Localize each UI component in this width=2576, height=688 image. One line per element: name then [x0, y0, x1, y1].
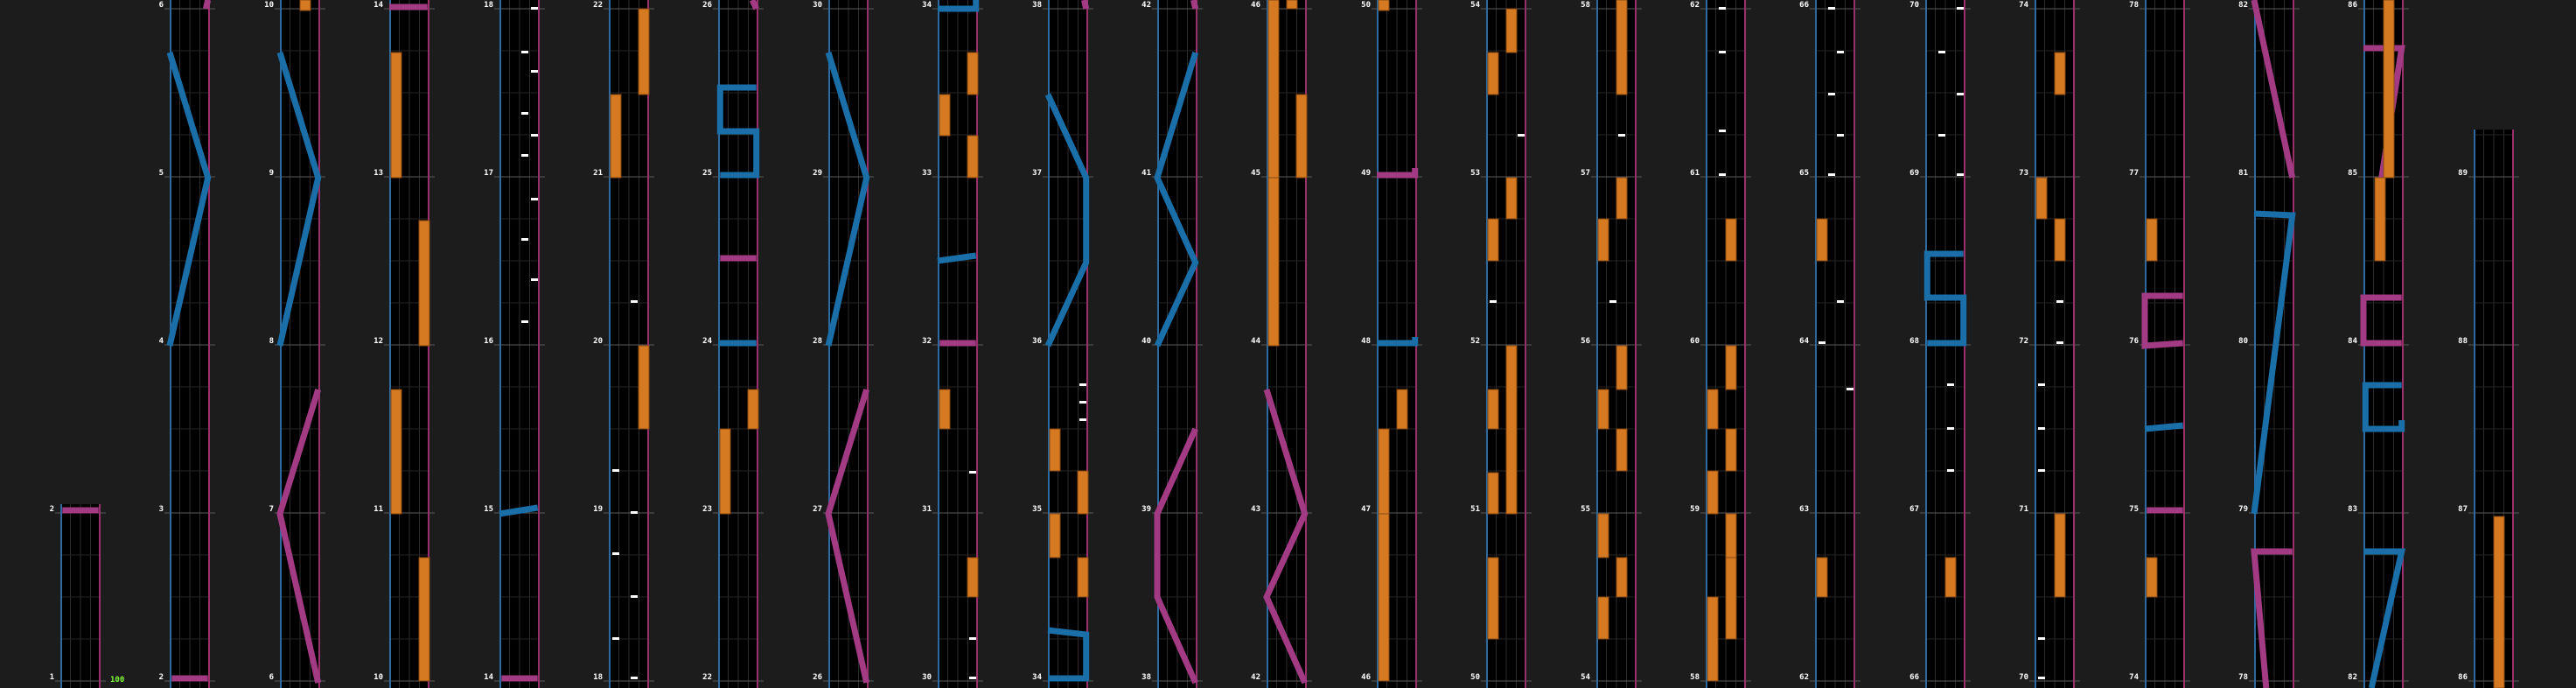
measure-number: 68	[1909, 337, 1919, 346]
hold-note	[2055, 219, 2065, 261]
hold-note	[1707, 471, 1718, 514]
measure-number: 6	[269, 673, 274, 682]
tap-note	[1719, 173, 1726, 176]
laser-path	[2145, 425, 2183, 429]
measure-number: 37	[1032, 169, 1042, 178]
tap-note	[521, 320, 528, 323]
tap-note	[521, 238, 528, 241]
tap-note	[969, 471, 976, 474]
tap-note	[1828, 93, 1835, 95]
tap-note	[521, 112, 528, 115]
measure-number: 69	[1909, 169, 1919, 178]
tap-note	[1518, 134, 1525, 137]
measure-number: 80	[2238, 337, 2248, 346]
measure-number: 38	[1032, 1, 1042, 10]
laser-path	[1084, 0, 1086, 9]
measure-number: 71	[2019, 505, 2028, 514]
hold-note	[1817, 219, 1827, 261]
measure-number: 62	[1690, 1, 1700, 10]
measure-number: 6	[158, 1, 164, 10]
lane-column	[494, 0, 545, 688]
hold-note	[2375, 178, 2385, 261]
measure-number: 86	[2348, 1, 2357, 10]
tap-note	[631, 511, 638, 514]
measure-number: 42	[1141, 1, 1151, 10]
measure-number: 9	[269, 169, 274, 178]
hold-note	[967, 53, 978, 95]
measure-number: 61	[1690, 169, 1700, 178]
tap-note	[1819, 341, 1826, 344]
measure-number: 47	[1361, 505, 1371, 514]
tap-note	[969, 637, 976, 640]
measure-number: 10	[264, 1, 274, 10]
measure-number: 39	[1141, 505, 1151, 514]
measure-number: 36	[1032, 337, 1042, 346]
measure-number: 22	[593, 1, 603, 10]
laser-path	[206, 0, 207, 9]
hold-note	[1598, 597, 1609, 639]
measure-number: 7	[269, 505, 274, 514]
measure-number: 50	[1361, 1, 1371, 10]
tap-note	[531, 278, 538, 281]
measure-number: 55	[1581, 505, 1590, 514]
measure-number: 31	[922, 505, 932, 514]
hold-note	[1616, 346, 1627, 390]
hold-note	[1488, 473, 1498, 514]
measure-number: 50	[1470, 673, 1480, 682]
measure-number: 22	[702, 673, 712, 682]
hold-note	[748, 390, 758, 429]
measure-number: 18	[484, 1, 493, 10]
hold-note	[1506, 178, 1517, 219]
measure-number: 29	[813, 169, 822, 178]
hold-note	[967, 136, 978, 178]
tap-note	[1947, 427, 1954, 430]
measure-number: 54	[1470, 1, 1480, 10]
hold-note	[1268, 0, 1279, 178]
measure-number: 12	[373, 337, 383, 346]
measure-number: 66	[1909, 673, 1919, 682]
tap-note	[521, 51, 528, 53]
hold-note	[639, 9, 649, 95]
measure-number: 25	[702, 169, 712, 178]
hold-note	[1296, 95, 1307, 178]
hold-note	[1817, 558, 1827, 597]
hold-note	[1616, 0, 1627, 95]
hold-note	[1078, 558, 1088, 597]
measure-number: 82	[2238, 1, 2248, 10]
measure-number: 32	[922, 337, 932, 346]
hold-note	[1488, 390, 1498, 429]
measure-number: 86	[2458, 673, 2468, 682]
hold-note	[1379, 0, 1389, 11]
measure-number: 16	[484, 337, 493, 346]
measure-number: 52	[1470, 337, 1480, 346]
hold-note	[419, 558, 429, 681]
hold-note	[2055, 53, 2065, 95]
hold-note	[2494, 516, 2504, 688]
tap-note	[531, 7, 538, 10]
tap-note	[2038, 677, 2045, 679]
measure-number: 43	[1251, 505, 1260, 514]
measure-number: 58	[1581, 1, 1590, 10]
measure-number: 60	[1690, 337, 1700, 346]
measure-number: 79	[2238, 505, 2248, 514]
tap-note	[1957, 93, 1964, 95]
tap-note	[1490, 300, 1497, 303]
tap-note	[2038, 427, 2045, 430]
tap-note	[2038, 469, 2045, 472]
measure-number: 17	[484, 169, 493, 178]
measure-number: 34	[922, 1, 932, 10]
tap-note	[531, 198, 538, 200]
measure-number: 26	[813, 673, 822, 682]
measure-number: 40	[1141, 337, 1151, 346]
measure-number: 33	[922, 169, 932, 178]
hold-note	[391, 53, 401, 178]
hold-note	[1598, 514, 1609, 558]
hold-note	[2036, 178, 2047, 219]
hold-note	[1488, 53, 1498, 95]
measure-number: 67	[1909, 505, 1919, 514]
measure-number: 27	[813, 505, 822, 514]
hold-note	[1726, 346, 1736, 390]
measure-number: 44	[1251, 337, 1260, 346]
measure-number: 84	[2348, 337, 2357, 346]
measure-number: 77	[2129, 169, 2139, 178]
hold-note	[639, 346, 649, 429]
measure-number: 30	[922, 673, 932, 682]
measure-number: 56	[1581, 337, 1590, 346]
hold-note	[2147, 219, 2157, 261]
measure-number: 66	[1799, 1, 1809, 10]
tap-note	[2038, 637, 2045, 640]
hold-note	[1050, 514, 1060, 558]
measure-number: 1	[49, 673, 54, 682]
measure-number: 26	[702, 1, 712, 10]
hold-note	[1287, 0, 1297, 9]
hold-note	[939, 390, 950, 429]
measure-number: 82	[2348, 673, 2357, 682]
tap-note	[1947, 383, 1954, 386]
tap-note	[1079, 383, 1086, 386]
tap-note	[612, 637, 619, 640]
tap-note	[1837, 300, 1844, 303]
hold-note	[419, 221, 429, 346]
hold-note	[1379, 514, 1389, 681]
lane-column	[55, 504, 106, 688]
measure-number: 4	[158, 337, 164, 346]
tap-note	[1079, 418, 1086, 421]
tap-note	[1719, 51, 1726, 53]
measure-number: 38	[1141, 673, 1151, 682]
measure-number: 23	[702, 505, 712, 514]
tap-note	[612, 469, 619, 472]
tap-note	[969, 677, 976, 679]
measure-number: 54	[1581, 673, 1590, 682]
measure-number: 51	[1470, 505, 1480, 514]
measure-number: 81	[2238, 169, 2248, 178]
measure-number: 70	[2019, 673, 2028, 682]
tap-note	[1609, 300, 1616, 303]
combo-counter: 100	[110, 676, 125, 684]
hold-note	[1726, 514, 1736, 558]
measure-number: 14	[484, 673, 493, 682]
measure-number: 73	[2019, 169, 2028, 178]
tap-note	[1957, 7, 1964, 10]
tap-note	[531, 134, 538, 137]
tap-note	[631, 300, 638, 303]
tap-note	[2038, 383, 2045, 386]
laser-path	[1193, 0, 1195, 9]
measure-number: 14	[373, 1, 383, 10]
hold-note	[1707, 597, 1718, 681]
measure-number: 59	[1690, 505, 1700, 514]
measure-number: 19	[593, 505, 603, 514]
measure-number: 45	[1251, 169, 1260, 178]
measure-number: 88	[2458, 337, 2468, 346]
measure-number: 20	[593, 337, 603, 346]
tap-note	[1947, 469, 1954, 472]
tap-note	[521, 154, 528, 157]
tap-note	[1618, 134, 1625, 137]
hold-note	[1726, 219, 1736, 261]
measure-number: 46	[1361, 673, 1371, 682]
measure-number: 21	[593, 169, 603, 178]
hold-note	[2147, 558, 2157, 597]
tap-note	[631, 595, 638, 598]
measure-number: 46	[1251, 1, 1260, 10]
measure-number: 64	[1799, 337, 1809, 346]
tap-note	[1837, 134, 1844, 137]
measure-number: 72	[2019, 337, 2028, 346]
tap-note	[1719, 7, 1726, 10]
hold-note	[1268, 178, 1279, 346]
hold-note	[1488, 219, 1498, 261]
measure-number: 89	[2458, 169, 2468, 178]
measure-number: 57	[1581, 169, 1590, 178]
measure-number: 5	[158, 169, 164, 178]
hold-note	[1616, 429, 1627, 471]
measure-number: 2	[49, 505, 54, 514]
tap-note	[1837, 51, 1844, 53]
measure-number: 42	[1251, 673, 1260, 682]
measure-number: 3	[158, 505, 164, 514]
measure-number: 48	[1361, 337, 1371, 346]
measure-number: 2	[158, 673, 164, 682]
measure-number: 10	[373, 673, 383, 682]
tap-note	[1828, 173, 1835, 176]
hold-note	[300, 0, 311, 11]
hold-note	[1379, 429, 1389, 514]
tap-note	[1079, 401, 1086, 404]
measure-number: 75	[2129, 505, 2139, 514]
measure-number: 83	[2348, 505, 2357, 514]
laser-path	[752, 0, 757, 9]
hold-note	[1726, 429, 1736, 471]
hold-note	[1726, 558, 1736, 639]
tap-note	[1957, 173, 1964, 176]
hold-note	[1397, 390, 1407, 429]
measure-number: 76	[2129, 337, 2139, 346]
measure-number: 49	[1361, 169, 1371, 178]
measure-number: 65	[1799, 169, 1809, 178]
measure-number: 41	[1141, 169, 1151, 178]
tap-note	[612, 552, 619, 555]
tap-note	[1938, 134, 1945, 137]
hold-note	[1078, 471, 1088, 514]
measure-number: 15	[484, 505, 493, 514]
tap-note	[1938, 51, 1945, 53]
hold-note	[1616, 558, 1627, 597]
tap-note	[531, 70, 538, 73]
measure-number: 78	[2129, 1, 2139, 10]
measure-number: 30	[813, 1, 822, 10]
measure-number: 74	[2129, 673, 2139, 682]
hold-note	[1506, 346, 1517, 514]
hold-note	[391, 390, 401, 514]
tap-note	[1846, 388, 1853, 390]
measure-number: 13	[373, 169, 383, 178]
hold-note	[1488, 558, 1498, 639]
hold-note	[611, 95, 621, 178]
measure-number: 63	[1799, 505, 1809, 514]
measure-number: 87	[2458, 505, 2468, 514]
measure-number: 18	[593, 673, 603, 682]
measure-number: 85	[2348, 169, 2357, 178]
measure-number: 70	[1909, 1, 1919, 10]
measure-number: 53	[1470, 169, 1480, 178]
measure-number: 78	[2238, 673, 2248, 682]
measure-number: 74	[2019, 1, 2028, 10]
measure-number: 24	[702, 337, 712, 346]
hold-note	[2384, 0, 2394, 178]
tap-note	[1828, 7, 1835, 10]
measure-number: 11	[373, 505, 383, 514]
hold-note	[2055, 514, 2065, 597]
measure-number: 28	[813, 337, 822, 346]
tap-note	[631, 677, 638, 679]
tap-note	[2056, 341, 2063, 344]
hold-note	[1707, 390, 1718, 429]
hold-note	[1616, 178, 1627, 219]
hold-note	[967, 558, 978, 597]
measure-number: 58	[1690, 673, 1700, 682]
hold-note	[720, 429, 730, 514]
measure-number: 34	[1032, 673, 1042, 682]
measure-number: 62	[1799, 673, 1809, 682]
hold-note	[1945, 558, 1956, 597]
hold-note	[1506, 9, 1517, 53]
hold-note	[1050, 429, 1060, 471]
tap-note	[1719, 130, 1726, 132]
hold-note	[1598, 390, 1609, 429]
measure-number: 8	[269, 337, 274, 346]
hold-note	[939, 95, 950, 136]
hold-note	[1598, 219, 1609, 261]
tap-note	[2056, 300, 2063, 303]
measure-number: 35	[1032, 505, 1042, 514]
